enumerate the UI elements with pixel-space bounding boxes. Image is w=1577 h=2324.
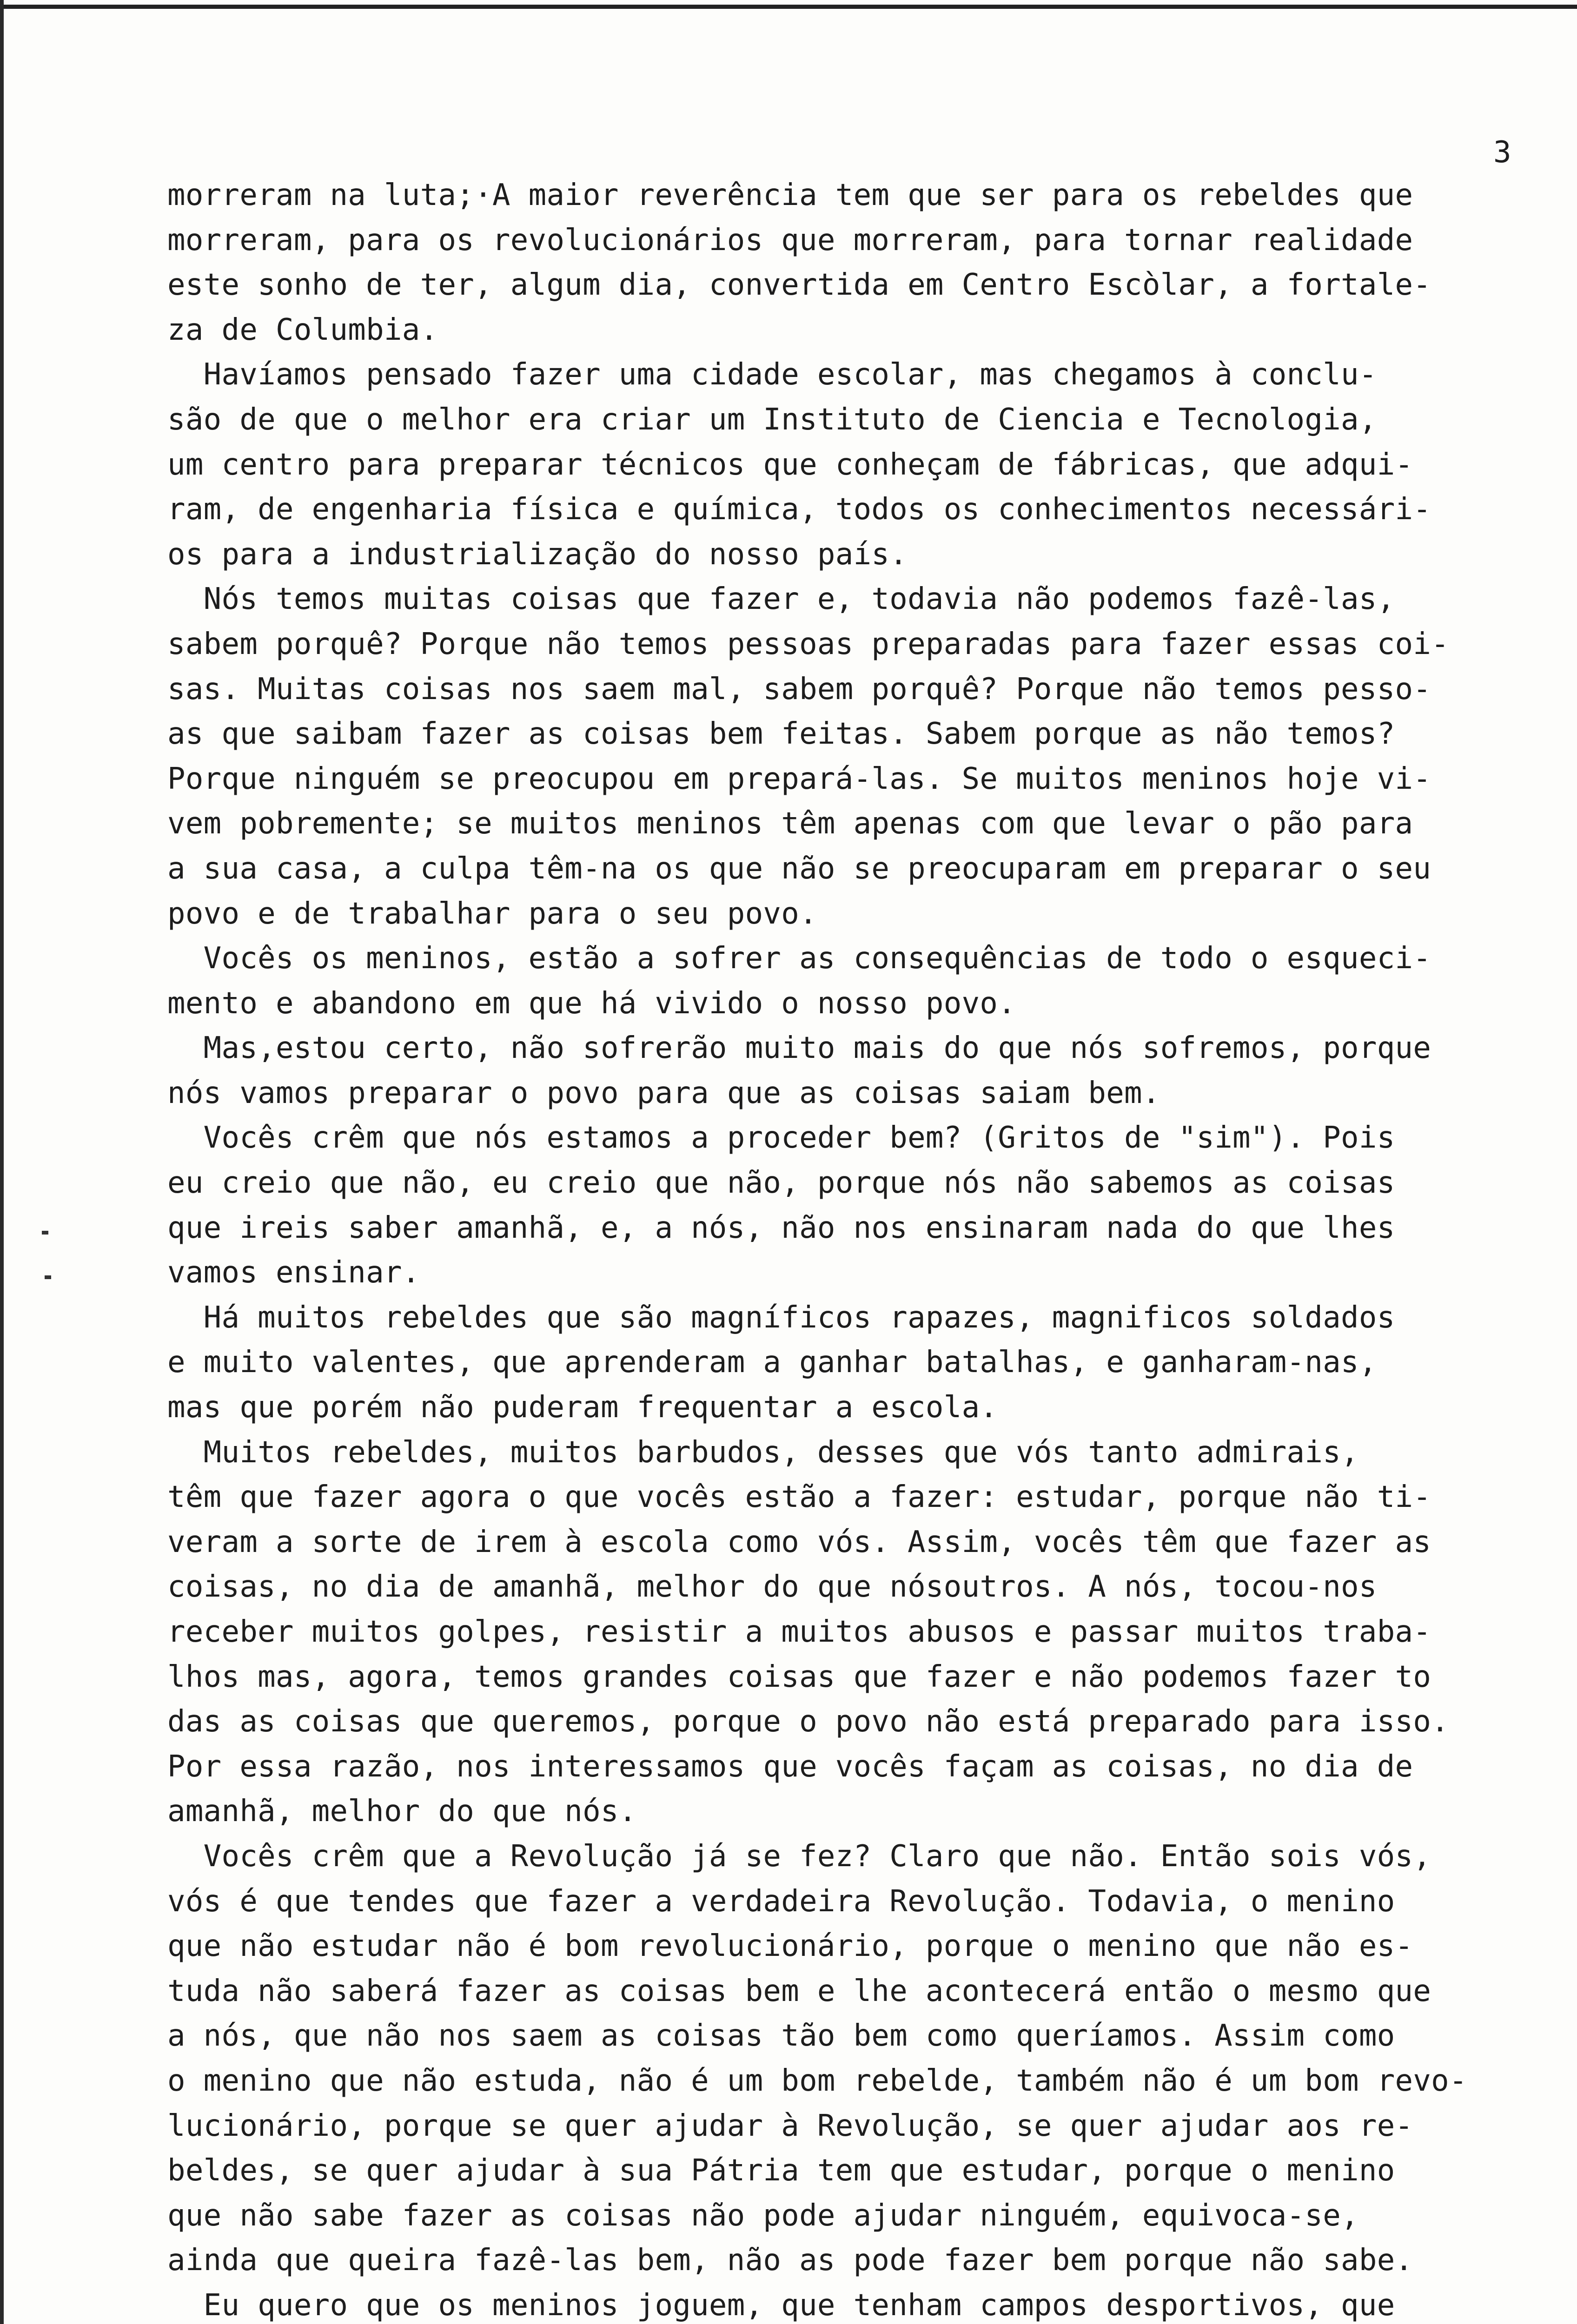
- text-line: vós é que tendes que fazer a verdadeira Revolução. Todavia, o menino: [167, 1884, 1395, 1919]
- text-line: morreram na luta;·A maior reverência tem que ser para os rebeldes que: [167, 178, 1413, 212]
- text-line: Vocês crêm que nós estamos a proceder bem? (Gritos de "sim"). Pois: [167, 1121, 1395, 1155]
- text-line: Eu quero que os meninos joguem, que tenham campos desportivos, que: [167, 2288, 1395, 2323]
- margin-mark: [42, 1231, 48, 1235]
- text-line: vem pobremente; se muitos meninos têm apenas com que levar o pão para: [167, 806, 1413, 841]
- text-line: Por essa razão, nos interessamos que vocês façam as coisas, no dia de: [167, 1749, 1413, 1784]
- text-line: amanhã, melhor do que nós.: [167, 1794, 637, 1829]
- text-line: vamos ensinar.: [167, 1255, 420, 1290]
- text-line: beldes, se quer ajudar à sua Pátria tem que estudar, porque o menino: [167, 2153, 1395, 2188]
- text-line: Há muitos rebeldes que são magníficos rapazes, magnificos soldados: [167, 1300, 1395, 1335]
- text-line: o menino que não estuda, não é um bom rebelde, também não é um bom revo-: [167, 2063, 1467, 2098]
- top-border-line: [0, 5, 1577, 9]
- text-line: ainda que queira fazê-las bem, não as pode fazer bem porque não sabe.: [167, 2243, 1413, 2278]
- text-line: mas que porém não puderam frequentar a escola.: [167, 1390, 998, 1425]
- text-line: têm que fazer agora o que vocês estão a fazer: estudar, porque não ti-: [167, 1480, 1431, 1515]
- text-line: morreram, para os revolucionários que morreram, para tornar realidade: [167, 223, 1413, 257]
- page-number: 3: [1493, 135, 1511, 170]
- text-line: receber muitos golpes, resistir a muitos abusos e passar muitos traba-: [167, 1615, 1431, 1649]
- text-line: tuda não saberá fazer as coisas bem e lhe acontecerá então o mesmo que: [167, 1974, 1431, 2008]
- text-line: sabem porquê? Porque não temos pessoas preparadas para fazer essas coi-: [167, 627, 1450, 661]
- text-line: são de que o melhor era criar um Instituto de Ciencia e Tecnologia,: [167, 402, 1377, 437]
- text-line: que não sabe fazer as coisas não pode ajudar ninguém, equivoca-se,: [167, 2198, 1359, 2233]
- text-line: Havíamos pensado fazer uma cidade escolar, mas chegamos à conclu-: [167, 357, 1377, 392]
- typewritten-text-body: [167, 173, 1506, 2324]
- left-border-line: [0, 0, 4, 2324]
- text-line: os para a industrialização do nosso país.: [167, 537, 908, 572]
- text-line: a sua casa, a culpa têm-na os que não se preocuparam em preparar o seu: [167, 851, 1431, 886]
- margin-mark: [45, 1275, 51, 1279]
- text-line: que ireis saber amanhã, e, a nós, não nos ensinaram nada do que lhes: [167, 1210, 1395, 1245]
- text-line: Vocês crêm que a Revolução já se fez? Claro que não. Então sois vós,: [167, 1839, 1431, 1874]
- text-line: mento e abandono em que há vivido o nosso povo.: [167, 986, 1016, 1021]
- text-line: ram, de engenharia física e química, todos os conhecimentos necessári-: [167, 492, 1431, 527]
- text-line: nós vamos preparar o povo para que as coisas saiam bem.: [167, 1076, 1160, 1110]
- text-line: Nós temos muitas coisas que fazer e, todavia não podemos fazê-las,: [167, 582, 1395, 617]
- text-line: sas. Muitas coisas nos saem mal, sabem porquê? Porque não temos pesso-: [167, 672, 1431, 706]
- text-line: veram a sorte de irem à escola como vós. Assim, vocês têm que fazer as: [167, 1525, 1431, 1559]
- text-line: povo e de trabalhar para o seu povo.: [167, 896, 817, 931]
- text-line: za de Columbia.: [167, 312, 438, 347]
- text-line: Muitos rebeldes, muitos barbudos, desses que vós tanto admirais,: [167, 1435, 1359, 1470]
- text-line: um centro para preparar técnicos que conheçam de fábricas, que adqui-: [167, 447, 1413, 482]
- text-line: e muito valentes, que aprenderam a ganhar batalhas, e ganharam-nas,: [167, 1345, 1377, 1380]
- text-line: Vocês os meninos, estão a sofrer as consequências de todo o esqueci-: [167, 941, 1431, 976]
- text-line: Porque ninguém se preocupou em prepará-las. Se muitos meninos hoje vi-: [167, 761, 1431, 796]
- text-line: lhos mas, agora, temos grandes coisas que fazer e não podemos fazer to: [167, 1659, 1431, 1694]
- text-line: a nós, que não nos saem as coisas tão bem como queríamos. Assim como: [167, 2019, 1395, 2053]
- text-line: eu creio que não, eu creio que não, porque nós não sabemos as coisas: [167, 1166, 1395, 1201]
- text-line: este sonho de ter, algum dia, convertida em Centro Escòlar, a fortale-: [167, 268, 1431, 303]
- text-line: as que saibam fazer as coisas bem feitas. Sabem porque as não temos?: [167, 717, 1395, 752]
- text-line: lucionário, porque se quer ajudar à Revolução, se quer ajudar aos re-: [167, 2108, 1413, 2143]
- text-line: das as coisas que queremos, porque o povo não está preparado para isso.: [167, 1704, 1450, 1739]
- text-line: que não estudar não é bom revolucionário, porque o menino que não es-: [167, 1929, 1413, 1964]
- text-line: coisas, no dia de amanhã, melhor do que nósoutros. A nós, tocou-nos: [167, 1570, 1377, 1604]
- text-line: Mas,estou certo, não sofrerão muito mais do que nós sofremos, porque: [167, 1031, 1431, 1066]
